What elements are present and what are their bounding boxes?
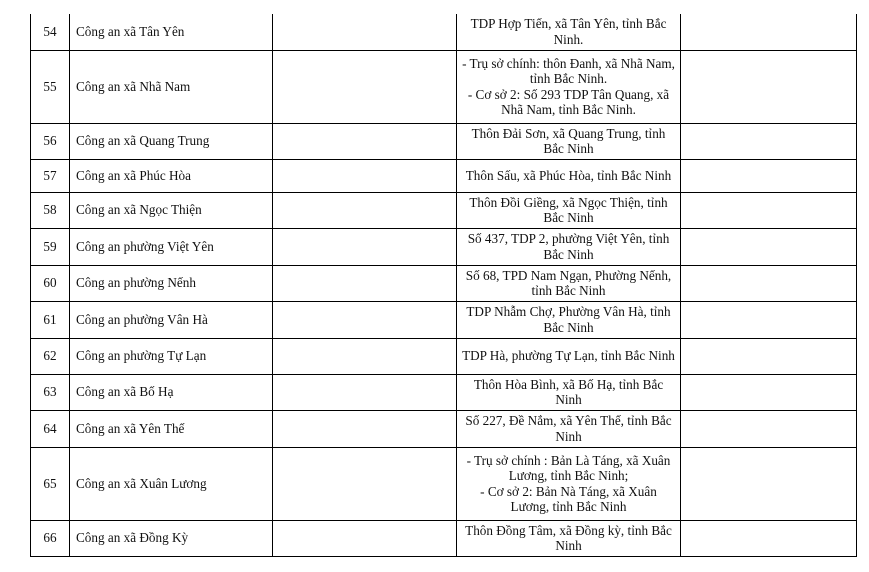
row-number: 57 [31,159,70,192]
row-number: 65 [31,447,70,520]
table-row [31,192,857,228]
address-line: Số 227, Đề Nắm, xã Yên Thế, tỉnh Bắc Ninh [465,413,672,444]
note-cell [681,301,857,338]
unit-name: Công an phường Nếnh [70,265,273,301]
row-number: 61 [31,301,70,338]
table-row [31,159,857,192]
empty-cell [273,265,457,301]
empty-cell [273,338,457,374]
unit-name: Công an xã Yên Thế [70,410,273,447]
note-cell [681,14,857,50]
table-row [31,338,857,374]
table-row [31,228,857,265]
empty-cell [273,50,457,123]
note-cell [681,265,857,301]
note-cell [681,50,857,123]
empty-cell [273,159,457,192]
address-line: TDP Hợp Tiến, xã Tân Yên, tỉnh Bắc Ninh. [470,16,667,47]
table-row [31,374,857,410]
unit-name: Công an xã Quang Trung [70,123,273,159]
address-cell [457,447,681,520]
empty-cell [273,447,457,520]
address-cell [457,338,681,374]
address-cell [457,123,681,159]
unit-name: Công an xã Ngọc Thiện [70,192,273,228]
row-number: 55 [31,50,70,123]
row-number: 54 [31,14,70,50]
row-number: 56 [31,123,70,159]
unit-name: Công an xã Đồng Kỳ [70,520,273,556]
address-cell [457,265,681,301]
empty-cell [273,410,457,447]
note-cell [681,447,857,520]
unit-name: Công an phường Việt Yên [70,228,273,265]
note-cell [681,192,857,228]
empty-cell [273,374,457,410]
table-row [31,447,857,520]
note-cell [681,159,857,192]
address-cell [457,192,681,228]
address-line: Thôn Hòa Bình, xã Bố Hạ, tỉnh Bắc Ninh [473,376,664,407]
address-line-branch: - Cơ sở 2: Số 293 TDP Tân Quang, xã Nhã Nam, tỉnh Bắc Ninh. [467,86,670,117]
note-cell [681,410,857,447]
unit-name: Công an xã Nhã Nam [70,50,273,123]
address-cell [457,410,681,447]
note-cell [681,374,857,410]
row-number: 63 [31,374,70,410]
address-cell [457,14,681,50]
address-line-headquarters: - Trụ sở chính : Bản Là Táng, xã Xuân Lương, tỉnh Bắc Ninh; [466,452,671,483]
table-row [31,301,857,338]
address-cell [457,374,681,410]
unit-name: Công an xã Tân Yên [70,14,273,50]
note-cell [681,520,857,556]
note-cell [681,228,857,265]
row-number: 66 [31,520,70,556]
address-cell [457,50,681,123]
empty-cell [273,228,457,265]
table-body [31,14,857,556]
unit-name: Công an xã Xuân Lương [70,447,273,520]
address-line: TDP Hà, phường Tự Lạn, tỉnh Bắc Ninh [462,348,675,364]
address-cell [457,228,681,265]
unit-name: Công an phường Vân Hà [70,301,273,338]
table-row [31,265,857,301]
table-row [31,14,857,50]
empty-cell [273,520,457,556]
empty-cell [273,192,457,228]
table-row [31,520,857,556]
address-line-headquarters: - Trụ sở chính: thôn Đanh, xã Nhã Nam, tỉnh Bắc Ninh. [462,55,675,86]
address-cell [457,301,681,338]
address-line: Thôn Đồi Giềng, xã Ngọc Thiện, tỉnh Bắc Ninh [469,194,668,225]
address-cell [457,159,681,192]
row-number: 58 [31,192,70,228]
police-stations-table [30,14,857,557]
row-number: 60 [31,265,70,301]
empty-cell [273,14,457,50]
empty-cell [273,301,457,338]
table-row [31,410,857,447]
row-number: 62 [31,338,70,374]
address-line: Thôn Đải Sơn, xã Quang Trung, tỉnh Bắc Ninh [471,125,666,156]
address-line: TDP Nhẫm Chợ, Phường Vân Hà, tỉnh Bắc Ninh [466,304,671,335]
note-cell [681,338,857,374]
address-line: Số 437, TDP 2, phường Việt Yên, tỉnh Bắc Ninh [467,231,670,262]
unit-name: Công an xã Phúc Hòa [70,159,273,192]
row-number: 64 [31,410,70,447]
empty-cell [273,123,457,159]
unit-name: Công an xã Bố Hạ [70,374,273,410]
table-row [31,50,857,123]
unit-name: Công an phường Tự Lạn [70,338,273,374]
table-row [31,123,857,159]
address-cell [457,520,681,556]
address-line: Số 68, TPD Nam Ngạn, Phường Nếnh, tỉnh Bắc Ninh [465,267,672,298]
address-line: Thôn Đồng Tâm, xã Đồng kỳ, tỉnh Bắc Ninh [465,522,672,553]
row-number: 59 [31,228,70,265]
address-line-branch: - Cơ sở 2: Bản Nà Táng, xã Xuân Lương, tỉnh Bắc Ninh [480,483,657,514]
address-line: Thôn Sấu, xã Phúc Hòa, tỉnh Bắc Ninh [465,167,672,183]
note-cell [681,123,857,159]
